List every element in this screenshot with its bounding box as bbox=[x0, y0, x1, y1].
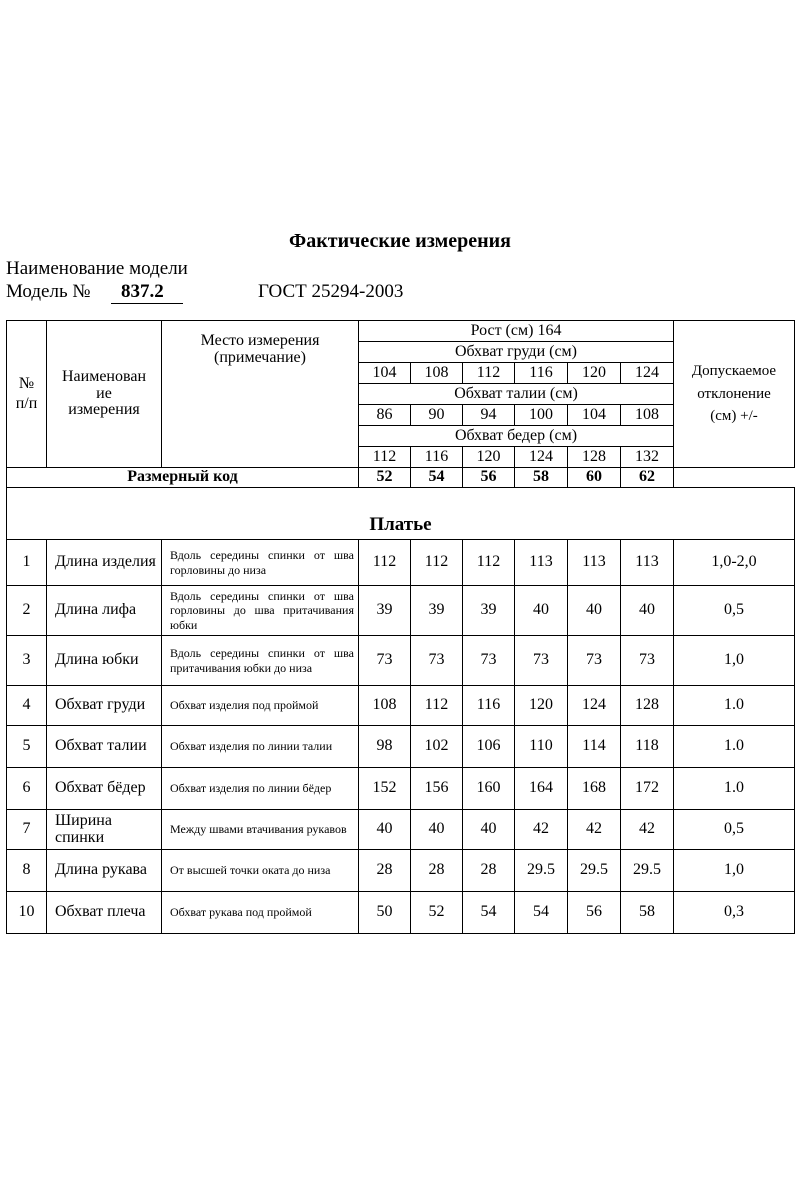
waist-value: 90 bbox=[411, 405, 463, 426]
header-number-text: № п/п bbox=[15, 375, 38, 412]
row-tolerance: 0,3 bbox=[674, 892, 795, 934]
row-description: Обхват изделия по линии бёдер bbox=[162, 768, 359, 810]
model-number-line bbox=[6, 281, 706, 307]
size-code: 54 bbox=[411, 468, 463, 488]
page-title: Фактические измерения bbox=[289, 230, 511, 252]
row-value: 118 bbox=[621, 726, 674, 768]
row-description: Обхват изделия по линии талии bbox=[162, 726, 359, 768]
row-value: 40 bbox=[359, 810, 411, 850]
row-name: Ширина спинки bbox=[47, 810, 162, 850]
table-row bbox=[7, 892, 795, 934]
measurements-table bbox=[6, 320, 795, 934]
row-name: Обхват плеча bbox=[47, 892, 162, 934]
size-code: 56 bbox=[463, 468, 515, 488]
header-height: Рост (см) 164 bbox=[359, 321, 674, 342]
row-value: 54 bbox=[463, 892, 515, 934]
row-value: 164 bbox=[515, 768, 568, 810]
row-value: 56 bbox=[568, 892, 621, 934]
row-value: 50 bbox=[359, 892, 411, 934]
row-value: 113 bbox=[568, 540, 621, 586]
hip-value: 120 bbox=[463, 447, 515, 468]
row-value: 52 bbox=[411, 892, 463, 934]
row-value: 73 bbox=[463, 636, 515, 686]
waist-value: 100 bbox=[515, 405, 568, 426]
row-value: 54 bbox=[515, 892, 568, 934]
header-name-line2: ие bbox=[96, 384, 112, 402]
row-value: 73 bbox=[515, 636, 568, 686]
row-value: 73 bbox=[359, 636, 411, 686]
table-row bbox=[7, 636, 795, 686]
row-value: 124 bbox=[568, 686, 621, 726]
row-description: Вдоль середины спинки от шва горловины до шва притачивания юбки bbox=[162, 586, 359, 636]
row-value: 73 bbox=[568, 636, 621, 686]
row-value: 28 bbox=[411, 850, 463, 892]
header-tolerance-line3: (см) +/- bbox=[710, 408, 758, 425]
chest-value: 108 bbox=[411, 363, 463, 384]
row-tolerance: 0,5 bbox=[674, 810, 795, 850]
row-value: 42 bbox=[621, 810, 674, 850]
header-tolerance bbox=[674, 321, 795, 468]
row-name: Обхват бёдер bbox=[47, 768, 162, 810]
hip-value: 128 bbox=[568, 447, 621, 468]
hip-value: 132 bbox=[621, 447, 674, 468]
row-value: 160 bbox=[463, 768, 515, 810]
table-row bbox=[7, 586, 795, 636]
row-tolerance: 0,5 bbox=[674, 586, 795, 636]
chest-value: 104 bbox=[359, 363, 411, 384]
row-value: 40 bbox=[621, 586, 674, 636]
table-row bbox=[7, 540, 795, 586]
header-waist: Обхват талии (см) bbox=[359, 384, 674, 405]
row-description: Обхват рукава под проймой bbox=[162, 892, 359, 934]
row-value: 112 bbox=[359, 540, 411, 586]
row-value: 40 bbox=[568, 586, 621, 636]
row-value: 112 bbox=[411, 540, 463, 586]
size-code-label: Размерный код bbox=[7, 468, 359, 488]
row-number: 5 bbox=[7, 726, 47, 768]
row-name: Обхват груди bbox=[47, 686, 162, 726]
row-name: Длина рукава bbox=[47, 850, 162, 892]
row-value: 73 bbox=[411, 636, 463, 686]
row-description: Вдоль середины спинки от шва горловины до низа bbox=[162, 540, 359, 586]
row-value: 152 bbox=[359, 768, 411, 810]
row-description: Обхват изделия под проймой bbox=[162, 686, 359, 726]
row-value: 28 bbox=[463, 850, 515, 892]
row-description: От высшей точки оката до низа bbox=[162, 850, 359, 892]
row-value: 40 bbox=[463, 810, 515, 850]
size-code: 62 bbox=[621, 468, 674, 488]
row-value: 102 bbox=[411, 726, 463, 768]
waist-value: 108 bbox=[621, 405, 674, 426]
table-row bbox=[7, 768, 795, 810]
model-name-label: Наименование модели bbox=[6, 258, 188, 279]
row-value: 29.5 bbox=[568, 850, 621, 892]
row-number: 6 bbox=[7, 768, 47, 810]
row-value: 120 bbox=[515, 686, 568, 726]
header-name-line1: Наименован bbox=[61, 367, 146, 385]
row-value: 39 bbox=[359, 586, 411, 636]
row-value: 40 bbox=[411, 810, 463, 850]
row-number: 2 bbox=[7, 586, 47, 636]
row-value: 73 bbox=[621, 636, 674, 686]
row-name: Обхват талии bbox=[47, 726, 162, 768]
hip-value: 116 bbox=[411, 447, 463, 468]
row-value: 113 bbox=[621, 540, 674, 586]
size-code: 58 bbox=[515, 468, 568, 488]
row-tolerance: 1.0 bbox=[674, 768, 795, 810]
header-place-line2: (примечание) bbox=[214, 348, 306, 366]
row-name: Длина юбки bbox=[47, 636, 162, 686]
header-place-line1: Место измерения bbox=[200, 332, 320, 349]
waist-value: 94 bbox=[463, 405, 515, 426]
gost-standard: ГОСТ 25294-2003 bbox=[258, 281, 404, 302]
table-row bbox=[7, 726, 795, 768]
row-tolerance: 1,0-2,0 bbox=[674, 540, 795, 586]
table-row bbox=[7, 686, 795, 726]
row-value: 39 bbox=[411, 586, 463, 636]
header-tolerance-line1: Допускаемое bbox=[691, 363, 777, 380]
row-number: 8 bbox=[7, 850, 47, 892]
row-number: 1 bbox=[7, 540, 47, 586]
header-hips: Обхват бедер (см) bbox=[359, 426, 674, 447]
row-value: 29.5 bbox=[621, 850, 674, 892]
table-row bbox=[7, 810, 795, 850]
row-value: 39 bbox=[463, 586, 515, 636]
row-value: 112 bbox=[463, 540, 515, 586]
row-value: 42 bbox=[568, 810, 621, 850]
waist-value: 104 bbox=[568, 405, 621, 426]
size-code: 52 bbox=[359, 468, 411, 488]
row-value: 114 bbox=[568, 726, 621, 768]
header-place bbox=[162, 321, 359, 468]
row-value: 42 bbox=[515, 810, 568, 850]
waist-value: 86 bbox=[359, 405, 411, 426]
row-number: 3 bbox=[7, 636, 47, 686]
row-tolerance: 1.0 bbox=[674, 726, 795, 768]
row-tolerance: 1,0 bbox=[674, 636, 795, 686]
row-number: 10 bbox=[7, 892, 47, 934]
row-value: 156 bbox=[411, 768, 463, 810]
header-chest: Обхват груди (см) bbox=[359, 342, 674, 363]
hip-value: 124 bbox=[515, 447, 568, 468]
model-number-label: Модель № bbox=[6, 281, 91, 302]
header-name-line3: измерения bbox=[68, 401, 140, 419]
row-value: 128 bbox=[621, 686, 674, 726]
row-value: 116 bbox=[463, 686, 515, 726]
chest-value: 120 bbox=[568, 363, 621, 384]
model-number: 837.2 bbox=[111, 281, 183, 304]
size-code: 60 bbox=[568, 468, 621, 488]
header-number bbox=[7, 321, 47, 468]
row-name: Длина изделия bbox=[47, 540, 162, 586]
row-number: 7 bbox=[7, 810, 47, 850]
row-value: 28 bbox=[359, 850, 411, 892]
row-value: 112 bbox=[411, 686, 463, 726]
row-value: 108 bbox=[359, 686, 411, 726]
row-description: Между швами втачивания рукавов bbox=[162, 810, 359, 850]
row-value: 113 bbox=[515, 540, 568, 586]
row-value: 168 bbox=[568, 768, 621, 810]
row-tolerance: 1.0 bbox=[674, 686, 795, 726]
row-value: 40 bbox=[515, 586, 568, 636]
section-title: Платье bbox=[7, 488, 795, 540]
header-tolerance-line2: отклонение bbox=[697, 385, 771, 402]
row-value: 172 bbox=[621, 768, 674, 810]
row-description: Вдоль середины спинки от шва притачивания юбки до низа bbox=[162, 636, 359, 686]
row-number: 4 bbox=[7, 686, 47, 726]
header-name bbox=[47, 321, 162, 468]
hip-value: 112 bbox=[359, 447, 411, 468]
table-row bbox=[7, 850, 795, 892]
row-value: 29.5 bbox=[515, 850, 568, 892]
chest-value: 124 bbox=[621, 363, 674, 384]
row-tolerance: 1,0 bbox=[674, 850, 795, 892]
row-value: 110 bbox=[515, 726, 568, 768]
row-value: 106 bbox=[463, 726, 515, 768]
chest-value: 112 bbox=[463, 363, 515, 384]
row-name: Длина лифа bbox=[47, 586, 162, 636]
row-value: 98 bbox=[359, 726, 411, 768]
row-value: 58 bbox=[621, 892, 674, 934]
chest-value: 116 bbox=[515, 363, 568, 384]
